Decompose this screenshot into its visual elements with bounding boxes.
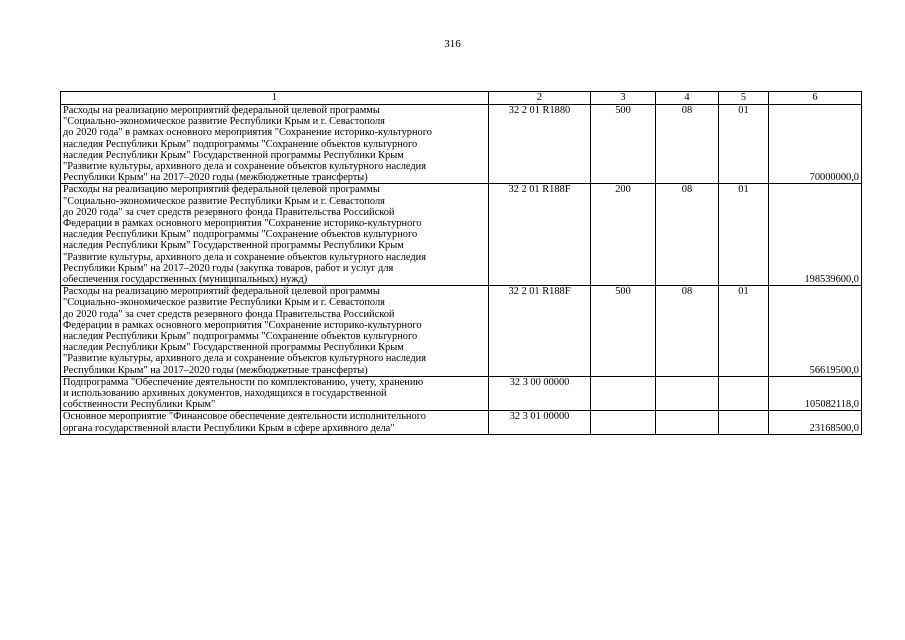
row-subsection [719,376,769,411]
column-header: 6 [769,92,862,105]
column-header: 2 [489,92,591,105]
table-row [61,184,862,286]
budget-table [60,91,862,435]
row-expense-type [591,376,656,411]
page-number: 316 [444,38,461,50]
table-row [61,286,862,377]
row-section [656,376,719,411]
row-amount: 198539600,0 [769,184,862,286]
table-row [61,105,862,184]
row-expense-type [591,411,656,434]
column-header: 4 [656,92,719,105]
row-expense-type: 500 [591,286,656,377]
row-subsection: 01 [719,184,769,286]
row-subsection [719,411,769,434]
row-description: Подпрограмма "Обеспечение деятельности по комплектованию, учету, хранению и использованию архивных документов, находящихся в государственной собственности Республики Крым" [61,376,489,411]
row-amount: 105082118,0 [769,376,862,411]
row-budget-code: 32 3 01 00000 [489,411,591,434]
row-budget-code: 32 2 01 R188F [489,286,591,377]
row-subsection: 01 [719,105,769,184]
column-header: 3 [591,92,656,105]
row-section: 08 [656,184,719,286]
row-subsection: 01 [719,286,769,377]
column-header: 5 [719,92,769,105]
row-description: Расходы на реализацию мероприятий федеральной целевой программы "Социально-экономическое развитие Республики Крым и г. Севастополя до 2020 года" в рамках основного мероприятия "Сохранение историко-культурного наследия Республики Крым" подпрограммы "Сохранение объектов культурного наследия Республики Крым" Государственной программы Республики Крым "Развитие культуры, архивного дела и сохранение объектов культурного наследия Республики Крым" на 2017–2020 годы (межбюджетные трансферты) [61,105,489,184]
row-section [656,411,719,434]
row-budget-code: 32 3 00 00000 [489,376,591,411]
row-expense-type: 200 [591,184,656,286]
row-amount: 23168500,0 [769,411,862,434]
row-section: 08 [656,105,719,184]
row-section: 08 [656,286,719,377]
row-description: Основное мероприятие "Финансовое обеспечение деятельности исполнительного органа государственной власти Республики Крым в сфере архивного дела" [61,411,489,434]
row-expense-type: 500 [591,105,656,184]
row-amount: 70000000,0 [769,105,862,184]
column-header: 1 [61,92,489,105]
row-budget-code: 32 2 01 R188F [489,184,591,286]
table-row [61,376,862,411]
row-budget-code: 32 2 01 R1880 [489,105,591,184]
table-row [61,411,862,434]
row-amount: 56619500,0 [769,286,862,377]
table-header-row [61,92,862,105]
row-description: Расходы на реализацию мероприятий федеральной целевой программы "Социально-экономическое развитие Республики Крым и г. Севастополя до 2020 года" за счет средств резервного фонда Правительства Российской Федерации в рамках основного мероприятия "Сохранение историко-культурного наследия Республики Крым" подпрограммы "Сохранение объектов культурного наследия Республики Крым" Государственной программы Республики Крым "Развитие культуры, архивного дела и сохранение объектов культурного наследия Республики Крым" на 2017–2020 годы (закупка товаров, работ и услуг для обеспечения государственных (муниципальных) нужд) [61,184,489,286]
row-description: Расходы на реализацию мероприятий федеральной целевой программы "Социально-экономическое развитие Республики Крым и г. Севастополя до 2020 года" за счет средств резервного фонда Правительства Российской Федерации в рамках основного мероприятия "Сохранение историко-культурного наследия Республики Крым" подпрограммы "Сохранение объектов культурного наследия Республики Крым" Государственной программы Республики Крым "Развитие культуры, архивного дела и сохранение объектов культурного наследия Республики Крым" на 2017–2020 годы (межбюджетные трансферты) [61,286,489,377]
